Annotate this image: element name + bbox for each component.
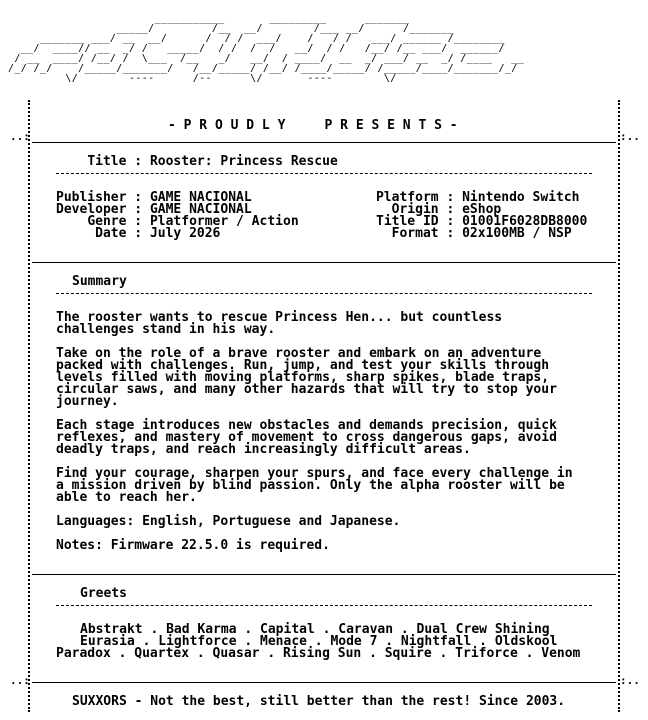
divider [32, 142, 616, 143]
group-logo: ___________ _________ _______ _____/ /__ __/ /___ __/ /_______ _______ ___/ __ __/ / / / ___/ / / / ___/ ______ /________ __/ ____// __ _/ / _____/ / / / / __/ / / /__/ /__ ___/ ______/ / __ ____/ /__/ / \___ /__ _/ __/ / ____/ __ _/ ___/ __ _/ /____ __ /_/ /_/ /_____/_______/ /__/_____/ /__/ /____/_____/ /_____/____/_______/_/ \/ ---- /-- \/ ---- \/ [8, 13, 525, 84]
summary-underline [56, 293, 592, 294]
format-value: 02x100MB / NSP [462, 226, 572, 241]
game-title: Rooster: Princess Rescue [149, 154, 338, 169]
greets-line: Paradox . Quartex . Quasar . Rising Sun . Squire . Triforce . Venom [56, 646, 581, 661]
summary-paragraph: Find your courage, sharpen your spurs, and face every challenge in a mission driven by blind passion. Only the alpha rooster will be able to reach her. [56, 466, 573, 505]
date-value: July 2026 [149, 226, 221, 241]
frame-corner: :.. [620, 674, 640, 687]
platform-value: Nintendo Switch [462, 190, 580, 205]
footer-tagline: SUXXORS - Not the best, still better than the rest! Since 2003. [72, 694, 566, 709]
greets-underline [56, 605, 592, 606]
divider [32, 262, 616, 263]
developer-row: Developer : GAME NACIONAL [56, 202, 252, 217]
frame-corner: ..: [10, 674, 30, 687]
titleid-value: 01001F6028DB8000 [462, 214, 588, 229]
date-row: Date : July 2026 [95, 226, 221, 241]
origin-row: Origin : eShop [391, 202, 502, 217]
frame-corner: :.. [620, 130, 640, 143]
greets-line: Abstrakt . Bad Karma . Capital . Caravan . Dual Crew Shining [80, 622, 550, 637]
genre-row: Genre : Platformer / Action [87, 214, 299, 229]
publisher-value: GAME NACIONAL [149, 190, 252, 205]
title-row: Title : Rooster: Princess Rescue [87, 154, 338, 169]
languages-line: Languages: English, Portuguese and Japanese. [56, 514, 401, 529]
summary-paragraph: Each stage introduces new obstacles and demands precision, quick reflexes, and mastery of movement to cross dangerous gaps, avoid deadly traps, and reach increasingly difficult areas. [56, 418, 557, 457]
greets-line: Eurasia . Lightforce . Menace . Mode 7 . Nightfall . Oldskool [80, 634, 558, 649]
titleid-row: Title ID : 01001F6028DB8000 [376, 214, 588, 229]
left-rail [28, 100, 30, 712]
divider [32, 682, 616, 683]
frame-corner: ..: [10, 130, 30, 143]
summary-paragraph: The rooster wants to rescue Princess Hen... but countless challenges stand in his way. [56, 310, 503, 337]
right-rail [618, 100, 620, 712]
developer-value: GAME NACIONAL [149, 202, 252, 217]
title-underline [56, 173, 592, 174]
summary-heading: Summary [72, 274, 127, 289]
title-label: Title [87, 154, 127, 169]
format-row: Format : 02x100MB / NSP [391, 226, 572, 241]
greets-heading: Greets [80, 586, 127, 601]
origin-value: eShop [462, 202, 502, 217]
notes-line: Notes: Firmware 22.5.0 is required. [56, 538, 330, 553]
platform-row: Platform : Nintendo Switch [376, 190, 580, 205]
summary-paragraph: Take on the role of a brave rooster and embark on an adventure packed with challenges. Run, jump, and test your skills through levels filled with moving platforms, sharp spikes, blade traps, circular saws, and many other hazards that will try to stop your journey. [56, 346, 557, 409]
publisher-row: Publisher : GAME NACIONAL [56, 190, 252, 205]
divider [32, 574, 616, 575]
presents-banner: - P R O U D L Y P R E S E N T S - [168, 118, 458, 133]
genre-value: Platformer / Action [149, 214, 299, 229]
